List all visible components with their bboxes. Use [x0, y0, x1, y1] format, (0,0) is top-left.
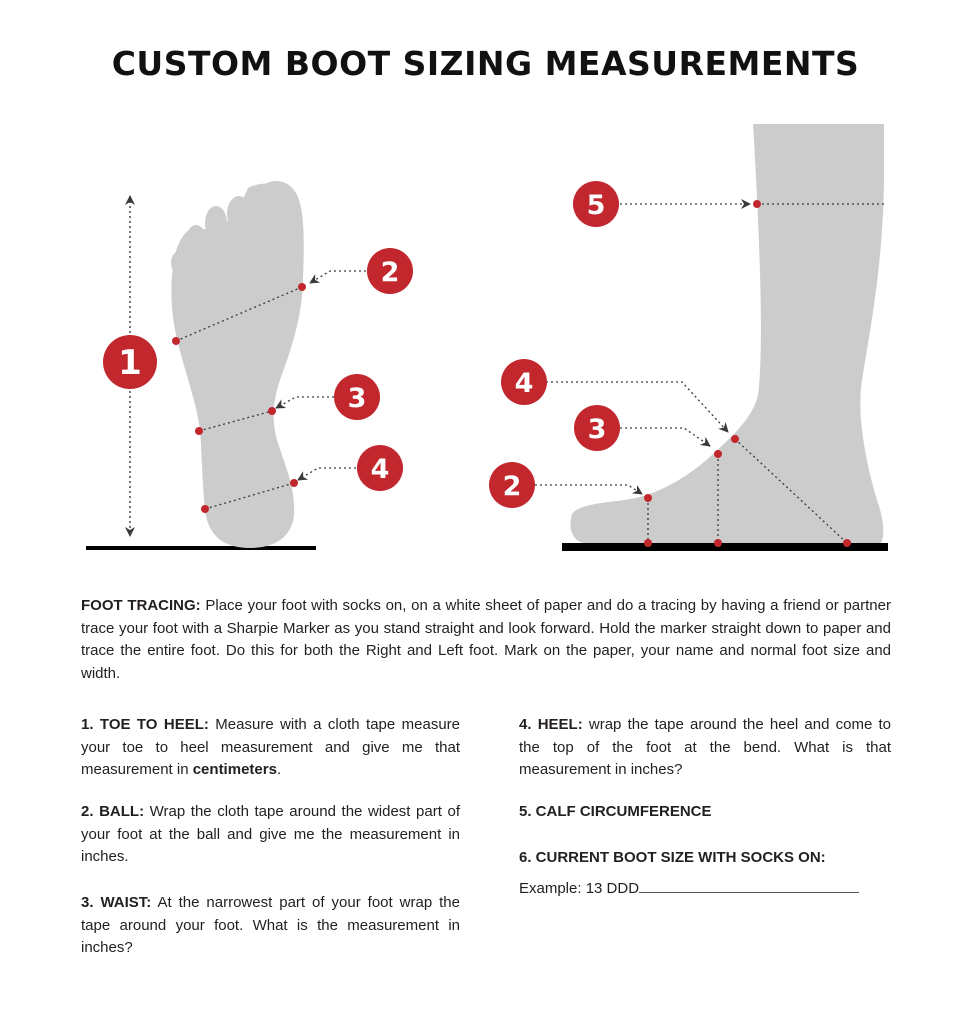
- heel-bottom-point: [843, 539, 851, 547]
- badge-side-2: [489, 462, 535, 508]
- toe-to-heel-text: Measure with a cloth tape measure your toe to heel measurement and give me that measurement in: [81, 716, 460, 779]
- sole-diagram: [86, 181, 413, 550]
- waist-item: [81, 892, 460, 960]
- badge-sole-4: [357, 445, 403, 491]
- svg-text:4: 4: [370, 454, 390, 485]
- toe-to-heel-period: .: [276, 761, 282, 779]
- badge-side-4: [501, 359, 547, 405]
- heel-point-left: [201, 505, 209, 513]
- ball-text: Wrap the cloth tape around the widest part of your foot at the ball and give me the measurement in inches.: [81, 803, 460, 866]
- svg-text:5: 5: [586, 190, 606, 221]
- leg-foot-silhouette: [570, 124, 884, 543]
- ball-point-right: [298, 283, 306, 291]
- waist-top-point: [714, 450, 722, 458]
- ball-point-left: [172, 337, 180, 345]
- badge-sole-2: [367, 248, 413, 294]
- waist-text: At the narrowest part of your foot wrap the tape around your foot. What is the measurement in inches?: [81, 894, 460, 957]
- boot-size-label: 6. CURRENT BOOT SIZE WITH SOCKS ON:: [519, 849, 826, 866]
- ball-bottom-point: [644, 539, 652, 547]
- centimeters-emphasis: centimeters: [192, 761, 277, 779]
- toe-to-heel-label: 1. TOE TO HEEL:: [81, 716, 209, 733]
- calf-point: [753, 200, 761, 208]
- heel-point-right: [290, 479, 298, 487]
- calf-item: [519, 801, 891, 824]
- waist-point-right: [268, 407, 276, 415]
- badge-sole-1: [103, 335, 157, 389]
- badge-side-5: [573, 181, 619, 227]
- calf-label: 5. CALF CIRCUMFERENCE: [519, 803, 712, 820]
- foot-tracing-label: FOOT TRACING:: [81, 597, 201, 614]
- heel-label: 4. HEEL:: [519, 716, 583, 733]
- ground-line-side: [562, 543, 888, 551]
- svg-text:2: 2: [502, 471, 522, 502]
- side-diagram: [489, 124, 888, 551]
- waist-point-left: [195, 427, 203, 435]
- example-text: Example: 13 DDD: [519, 880, 640, 897]
- foot-sole-shape: [171, 181, 304, 548]
- heel-item: [519, 714, 891, 782]
- toe-to-heel-item: [81, 714, 460, 782]
- foot-tracing-paragraph: [81, 595, 891, 685]
- ball-label: 2. BALL:: [81, 803, 145, 820]
- ground-line: [86, 546, 316, 550]
- svg-text:3: 3: [347, 383, 367, 414]
- page-title: CUSTOM BOOT SIZING MEASUREMENTS: [111, 44, 860, 83]
- boot-size-item: [519, 847, 891, 870]
- svg-text:4: 4: [514, 368, 534, 399]
- svg-text:1: 1: [118, 343, 142, 383]
- svg-text:2: 2: [380, 257, 400, 288]
- boot-size-fill-in-blank[interactable]: [639, 878, 859, 893]
- example-line: [519, 878, 891, 901]
- ball-top-point: [644, 494, 652, 502]
- foot-tracing-text: Place your foot with socks on, on a white sheet of paper and do a tracing by having a friend or partner trace your foot with a Sharpie Marker as you stand straight and look forward. Hold the marker straight down to paper and trace the entire foot. Do this for both the Right and Left foot. Mark on the paper, your name and normal foot size and width.: [81, 597, 891, 682]
- badge-side-3: [574, 405, 620, 451]
- svg-text:3: 3: [587, 414, 607, 445]
- heel-top-point: [731, 435, 739, 443]
- waist-bottom-point: [714, 539, 722, 547]
- badge-sole-3: [334, 374, 380, 420]
- waist-label: 3. WAIST:: [81, 894, 152, 911]
- ball-item: [81, 801, 460, 869]
- heel-text: wrap the tape around the heel and come to the top of the foot at the bend. What is that measurement in inches?: [519, 716, 892, 779]
